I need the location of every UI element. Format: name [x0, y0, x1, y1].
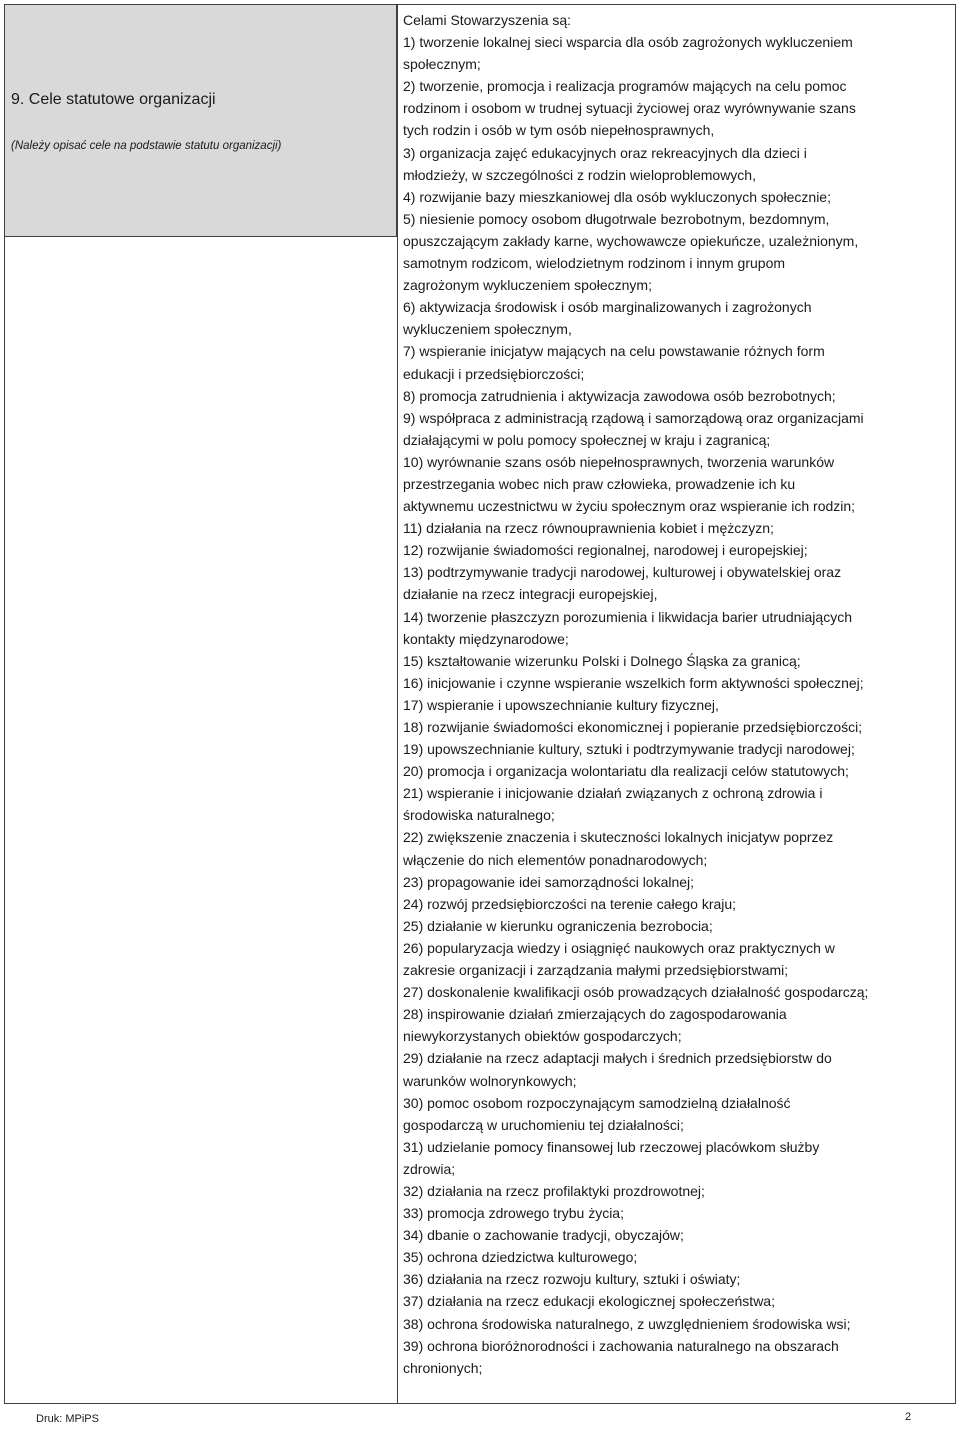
goal-line: działanie na rzecz integracji europejskiej, — [403, 586, 658, 603]
goal-line: 25) działanie w kierunku ograniczenia bezrobocia; — [403, 917, 713, 934]
goal-line: 32) działania na rzecz profilaktyki prozdrowotnej; — [403, 1182, 705, 1199]
goal-line: 24) rozwój przedsiębiorczości na terenie całego kraju; — [403, 895, 737, 912]
print-label: Druk: MPiPS — [36, 1413, 99, 1425]
goal-line: 30) pomoc osobom rozpoczynającym samodzielną działalność — [403, 1094, 791, 1111]
goal-line: 18) rozwijanie świadomości ekonomicznej i popieranie przedsiębiorczości; — [403, 719, 863, 735]
goal-line: 1) tworzenie lokalnej sieci wsparcia dla osób zagrożonych wykluczeniem — [403, 34, 853, 51]
goal-line: 9) współpraca z administracją rządową i samorządową oraz organizacjami — [403, 409, 864, 426]
goal-line: 5) niesienie pomocy osobom długotrwale bezrobotnym, bezdomnym, — [403, 210, 830, 227]
goal-line: 10) wyrównanie szans osób niepełnosprawnych, tworzenia warunków — [403, 453, 835, 470]
goal-line: 2) tworzenie, promocja i realizacja programów mających na celu pomoc — [403, 78, 847, 95]
goal-line: 27) doskonalenie kwalifikacji osób prowadzących działalność gospodarczą; — [403, 984, 869, 1001]
goal-line: 11) działania na rzecz równouprawnienia kobiet i mężczyzn; — [403, 520, 774, 537]
goal-line: 29) działanie na rzecz adaptacji małych i średnich przedsiębiorstw do — [403, 1050, 832, 1067]
goal-line: 34) dbanie o zachowanie tradycji, obyczajów; — [403, 1227, 684, 1244]
goal-line: 23) propagowanie idei samorządności lokalnej; — [403, 873, 695, 890]
goal-line: 33) promocja zdrowego trybu życia; — [403, 1205, 624, 1222]
goal-line: działającymi w polu pomocy społecznej w kraju i zagranicą; — [403, 431, 771, 448]
goal-line: 37) działania na rzecz edukacji ekologicznej społeczeństwa; — [403, 1293, 775, 1310]
goal-line: 13) podtrzymywanie tradycji narodowej, kulturowej i obywatelskiej oraz — [403, 564, 842, 581]
section-note: (Należy opisać cele na podstawie statutu organizacji) — [11, 140, 282, 152]
goal-line: 3) organizacja zajęć edukacyjnych oraz rekreacyjnych dla dzieci i — [403, 144, 807, 161]
goal-line: 6) aktywizacja środowisk i osób marginalizowanych i zagrożonych — [403, 299, 812, 316]
goal-line: warunków wolnorynkowych; — [403, 1072, 577, 1089]
goal-line: 22) zwiększenie znaczenia i skuteczności lokalnych inicjatyw poprzez — [403, 829, 834, 846]
goal-line: 35) ochrona dziedzictwa kulturowego; — [403, 1249, 638, 1266]
goal-line: środowiska naturalnego; — [403, 807, 555, 824]
goal-line: opuszczającym zakłady karne, wychowawcze opiekuńcze, uzależnionym, — [403, 232, 859, 249]
section-label-cell — [4, 4, 397, 237]
goal-line: samotnym rodzicom, wielodzietnym rodzinom i innym grupom — [403, 255, 786, 272]
goal-line: 7) wspieranie inicjatyw mających na celu powstawanie różnych form — [403, 343, 825, 360]
goal-line: młodzieży, w szczególności z rodzin wieloproblemowych, — [403, 166, 756, 183]
goal-line: 20) promocja i organizacja wolontariatu dla realizacji celów statutowych; — [403, 763, 849, 780]
goal-line: aktywnemu uczestnictwu w życiu społecznym oraz wspieranie ich rodzin; — [403, 498, 856, 515]
goal-line: chronionych; — [403, 1359, 483, 1376]
goal-line: wykluczeniem społecznym, — [403, 321, 572, 338]
goal-line: edukacji i przedsiębiorczości; — [403, 365, 585, 382]
goal-line: 19) upowszechnianie kultury, sztuki i podtrzymywanie tradycji narodowej; — [403, 741, 855, 758]
goal-line: zagrożonym wykluczeniem społecznym; — [403, 277, 652, 294]
goal-line: 28) inspirowanie działań zmierzających do zagospodarowania — [403, 1006, 787, 1023]
goal-line: zakresie organizacji i zarządzania małymi przedsiębiorstwami; — [403, 962, 789, 979]
goal-line: 15) kształtowanie wizerunku Polski i Dolnego Śląska za granicą; — [403, 652, 801, 669]
goal-line: rodzinom i osobom w trudnej sytuacji życiowej oraz wyrównywanie szans — [403, 100, 856, 117]
goal-line: 12) rozwijanie świadomości regionalnej, narodowej i europejskiej; — [403, 542, 808, 559]
goal-line: społecznym; — [403, 56, 481, 73]
goals-intro: Celami Stowarzyszenia są: — [403, 12, 572, 28]
goal-line: gospodarczą w uruchomieniu tej działalności; — [403, 1116, 684, 1133]
goal-line: niewykorzystanych obiektów gospodarczych; — [403, 1028, 682, 1045]
goal-line: kontakty międzynarodowe; — [403, 630, 569, 647]
goal-line: 4) rozwijanie bazy mieszkaniowej dla osób wykluczonych społecznie; — [403, 188, 831, 205]
goal-line: tych rodzin i osób w tym osób niepełnosprawnych, — [403, 122, 715, 139]
goals-content-cell — [397, 4, 956, 1404]
goal-line: 16) inicjowanie i czynne wspieranie wszelkich form aktywności społecznej; — [403, 674, 864, 691]
goal-line: 14) tworzenie płaszczyzn porozumienia i likwidacja barier utrudniających — [403, 608, 852, 625]
goal-line: 17) wspieranie i upowszechnianie kultury fizycznej, — [403, 696, 719, 713]
goal-line: 36) działania na rzecz rozwoju kultury, sztuki i oświaty; — [403, 1271, 741, 1288]
goal-line: 8) promocja zatrudnienia i aktywizacja zawodowa osób bezrobotnych; — [403, 387, 836, 404]
table-border-left — [4, 237, 5, 1404]
goals-list — [403, 9, 955, 1379]
goal-line: 31) udzielanie pomocy finansowej lub rzeczowej placówkom służby — [403, 1138, 820, 1155]
goal-line: 39) ochrona bioróżnorodności i zachowania naturalnego na obszarach — [403, 1337, 839, 1354]
goal-line: przestrzegania wobec nich praw człowieka, prowadzenie ich ku — [403, 475, 796, 492]
section-title: 9. Cele statutowe organizacji — [11, 91, 216, 108]
goal-line: 26) popularyzacja wiedzy i osiągnięć naukowych oraz praktycznych w — [403, 939, 835, 956]
goal-line: zdrowia; — [403, 1160, 456, 1177]
goal-line: włączenie do nich elementów ponadnarodowych; — [403, 851, 708, 868]
page-number: 2 — [905, 1411, 912, 1423]
goal-line: 21) wspieranie i inicjowanie działań związanych z ochroną zdrowia i — [403, 785, 823, 802]
goal-line: 38) ochrona środowiska naturalnego, z uwzględnieniem środowiska wsi; — [403, 1315, 851, 1332]
